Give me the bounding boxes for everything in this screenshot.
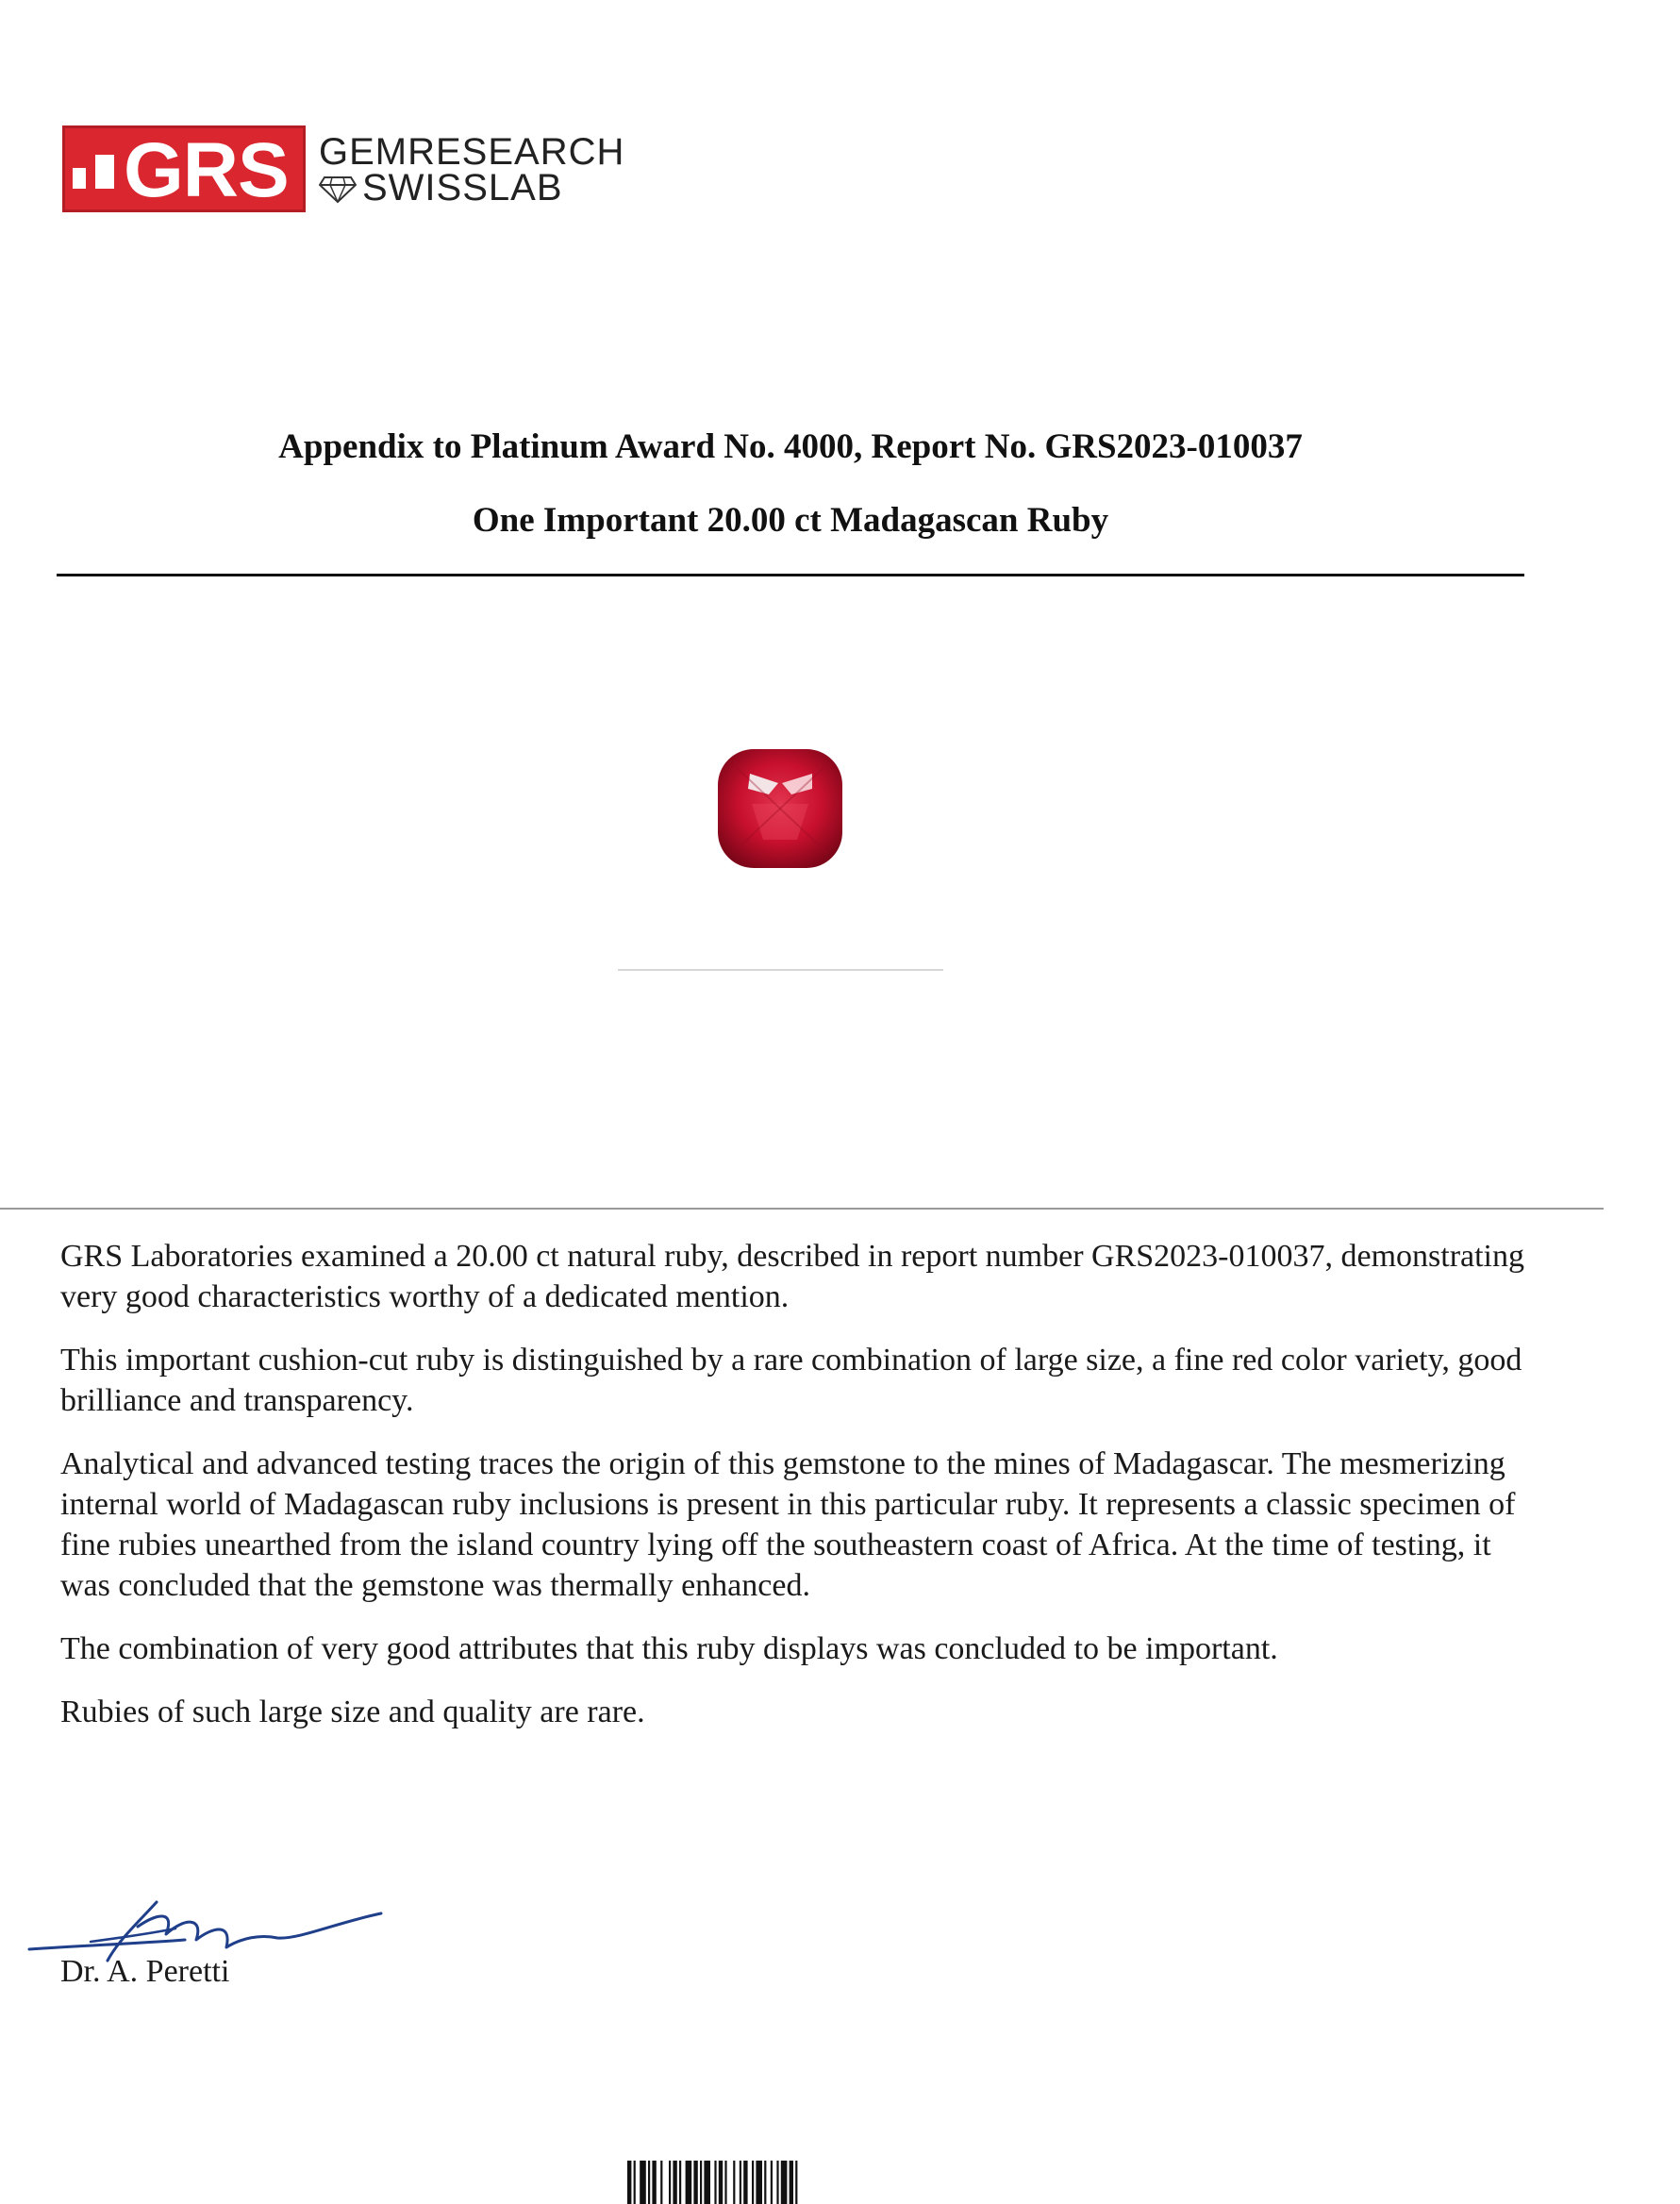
image-caption-line — [618, 969, 943, 971]
paragraph: This important cushion-cut ruby is distinguished by a rare combination of large size, a fine red color variety, good brilliance and transparency. — [60, 1343, 1522, 1418]
paragraph: GRS Laboratories examined a 20.00 ct natural ruby, described in report number GRS2023-010037, demonstrating very good characteristics worthy of a dedicated mention. — [60, 1239, 1524, 1314]
logo-badge — [62, 125, 306, 212]
barcode-bar — [652, 2161, 656, 2204]
barcode-bar — [679, 2161, 681, 2204]
signer-name: Dr. A. Peretti — [60, 1954, 230, 1989]
diamond-icon — [319, 175, 357, 204]
paragraph: Rubies of such large size and quality are rare. — [60, 1695, 645, 1729]
barcode-bar — [686, 2161, 692, 2204]
section-divider — [0, 1208, 1604, 1210]
barcode-bar — [640, 2161, 646, 2204]
barcode-bar — [673, 2161, 676, 2204]
barcode-bar — [719, 2161, 723, 2204]
barcode-bar — [740, 2161, 741, 2204]
paragraph: The combination of very good attributes that this ruby displays was concluded to be important. — [60, 1631, 1278, 1666]
barcode-bar — [704, 2161, 710, 2204]
barcode-bar — [795, 2161, 797, 2204]
document-title: Appendix to Platinum Award No. 4000, Report No. GRS2023-010037 — [278, 427, 1303, 466]
ruby-photo — [714, 745, 846, 872]
logo-text-swisslab: SWISSLAB — [362, 167, 563, 209]
barcode-bar — [714, 2161, 716, 2204]
barcode-bar — [648, 2161, 650, 2204]
barcode-bar — [781, 2161, 788, 2204]
barcode-bar — [660, 2161, 662, 2204]
grs-logo — [62, 125, 625, 216]
document-subtitle: One Important 20.00 ct Madagascan Ruby — [472, 501, 1109, 540]
paragraph: Analytical and advanced testing traces the origin of this gemstone to the mines of Madagascar. The mesmerizing internal world of Madagascan ruby inclusions is present in this particular ruby. It represents a classic specimen of fine rubies unearthed from the island country lying off the southeastern coast of Africa. At the time of testing, it was concluded that the gemstone was thermally enhanced. — [60, 1446, 1516, 1603]
logo-text-gemresearch: GEMRESEARCH — [319, 131, 625, 173]
barcode-bar — [776, 2161, 778, 2204]
logo-letters: GRS — [124, 127, 289, 213]
barcode-bar — [752, 2161, 754, 2204]
barcode-bar — [733, 2161, 735, 2204]
barcode — [627, 2161, 940, 2204]
barcode-bar — [724, 2161, 726, 2204]
barcode-bar — [634, 2161, 636, 2204]
barcode-bar — [693, 2161, 697, 2204]
barcode-bar — [669, 2161, 671, 2204]
swiss-cross-icon — [73, 155, 114, 189]
barcode-bar — [756, 2161, 762, 2204]
barcode-bar — [627, 2161, 631, 2204]
barcode-bar — [700, 2161, 702, 2204]
body-text — [60, 1236, 1532, 1755]
barcode-bar — [771, 2161, 773, 2204]
title-divider — [57, 574, 1524, 576]
barcode-bar — [790, 2161, 793, 2204]
barcode-bar — [743, 2161, 747, 2204]
barcode-bar — [764, 2161, 766, 2204]
